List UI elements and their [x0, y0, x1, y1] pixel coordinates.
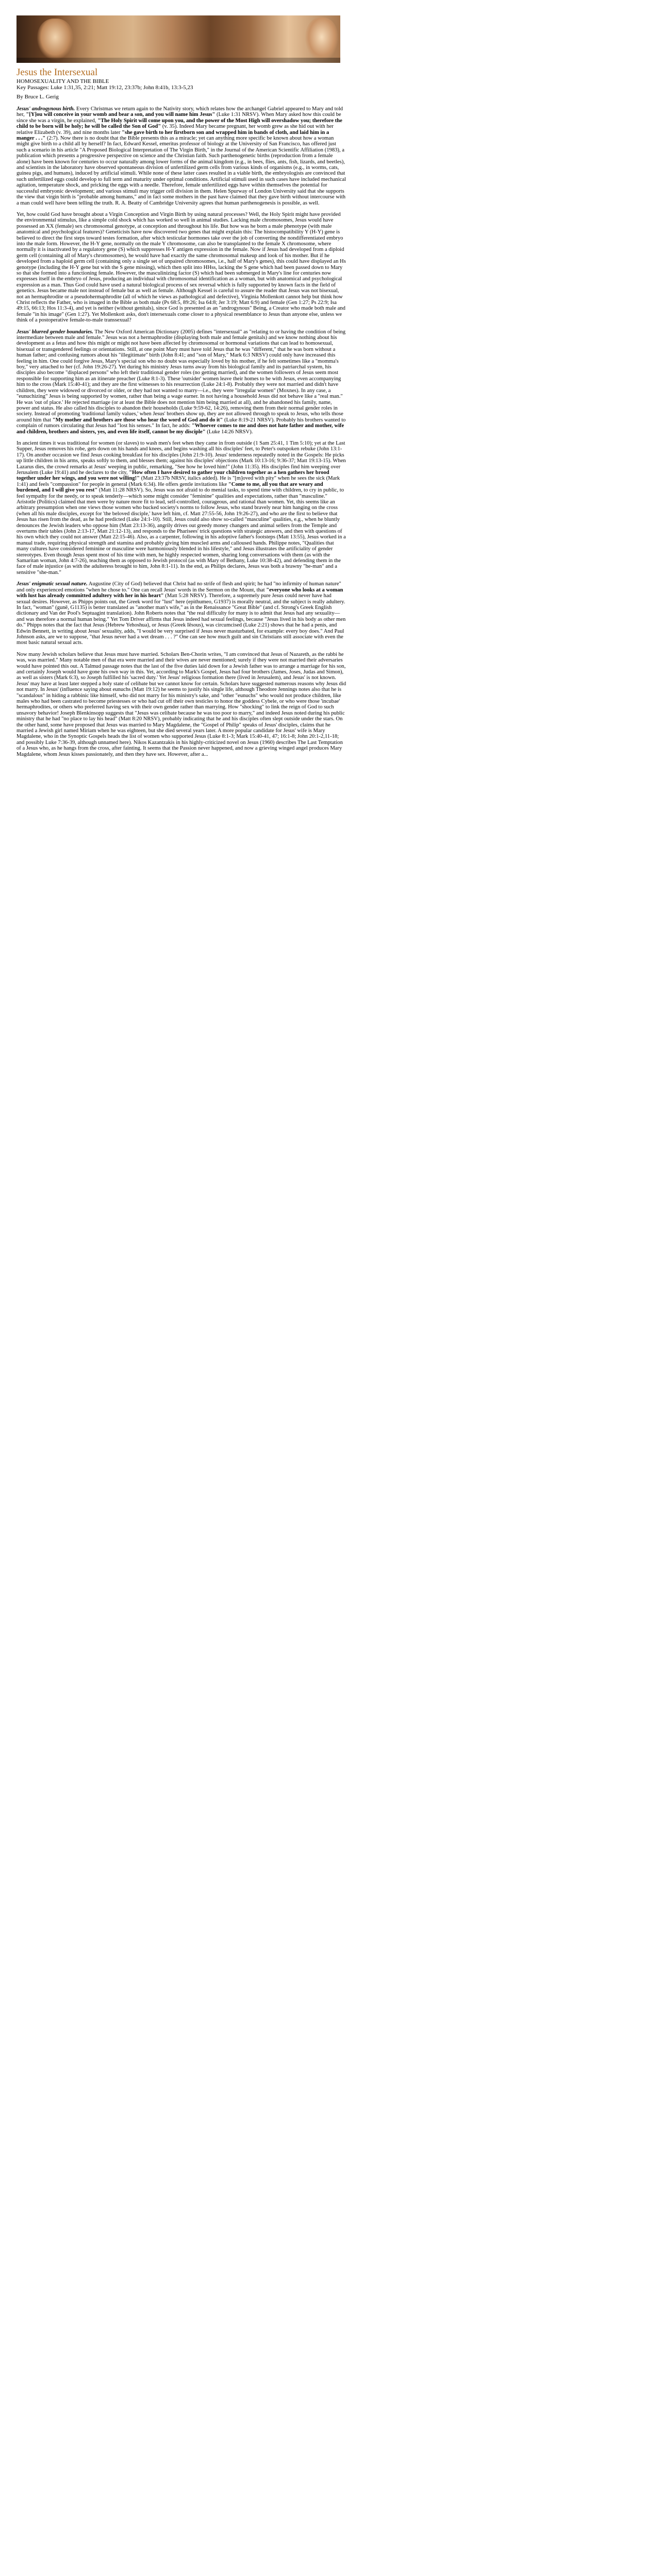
quote: "everyone who looks at a woman with lust has already committed adultery with her in his heart" [16, 587, 343, 599]
face-image-left [37, 19, 73, 60]
text: (Matt 23:37b NRSV, italics added). He is "[m]oved with pity" when he sees the sick (Mark 1:41) and feels "compassion" for people in general (Mark 6:34). He offers gentle invitations like [16, 476, 340, 487]
paragraph-genetics: Yet, how could God have brought about a Virgin Conception and Virgin Birth by using natural processes? Well, the Holy Spirit might have provided the environmental stimulus, like a simple cold shock which has worked so well in animal studies. Lacking male chromosomes, Jesus would have possessed an XX (female) sex chromosomal genotype, at conception and throughout his life. But how was he born a male phenotype (with male anatomical and psychological features)? Geneticists have now discovered two genes that might explain this: The histocompatibility Y (H-Y) gene is believed to direct the first steps toward testes formation, after which testicular hormones take over the job of converting the nondifferentiated embryo into the male form. However, the H-Y gene, normally on the male Y chromosome, can also be transplanted to the female X chromosome, where normally it is inactivated by a regulatory gene (S) which suppresses H-Y antigen expression in the female. Now if Jesus had developed from a diploid germ cell (containing all of Mary's chromosomes), he would have had exactly the same chromosomal makeup and look of his mother. But if he developed from a haploid germ cell (containing only a single set of unpaired chromosomes, i.e., half of Mary's genes), this could have displayed an Hs genotype (including the H-Y gene but with the S gene missing), which then split into HHss, lacking the S gene which had been passed down to Mary so that she formed into a functioning female. However, the masculinizing factor (S) which had been submerged in Mary's line for centuries now expresses itself in the embryo of Jesus, producing an individual with chromosomal identification as a woman, but with anatomical and psychological expression as a man. Thus God could have used a natural biological process of sex reversal which is fully supported by known facts in the field of genetics. Jesus became male not instead of female but as well as female. Although Kessel is careful to assure the reader that Jesus was not bisexual, not an hermaphrodite or a pseudohermaphrodite (all of which he views as pathological and defective), Virginia Mollenkott cannot help but think how Christ reflects the Father, who is imaged in the Bible as both male (Ps 68:5, 89:26; Isa 64:8; Jer 3:19; Matt 6:9) and female (Gen 1:27; Ps 22:9; Isa 49:15, 66:13; Hos 11:3-4), and yet is neither (without genitals), since God is presented as an "androgynous" Being, a Creator who made both male and female "in his image" (Gen 1:27). Yet Mollenkott asks, don't intersexuals come closer to a physical resemblance to Jesus than anyone else, unless we think of a postoperative female-to-male transsexual? [16, 211, 346, 324]
section-heading-androgynous: Jesus' androgynous birth. [16, 106, 75, 112]
section-heading-gender: Jesus' blurred gender boundaries. [16, 329, 93, 335]
text: (v. 35). Indeed Mary became pregnant, her womb grew as she hid out with her relative Elizabeth (v. 39), and nine months later [16, 124, 334, 135]
article-subtitle: HOMOSEXUALITY AND THE BIBLE [16, 78, 109, 84]
page-title: Jesus the Intersexual [16, 67, 98, 78]
paragraph-sexual-nature [16, 581, 346, 646]
banner-shade [16, 58, 340, 63]
text: (2:7). Now there is no doubt that the Bible presents this as a miracle; yet can anything more specific be known about how a woman might give birth to a child all by herself? In fact, Edward Kessel, emeritus professor of biology at the University of San Francisco, has offered just such a scenario in his article "A Proposed Biological Interpretation of The Virgin Birth," in the Journal of the American Scientific Affiliation (1983), a publication which presents a progressive perspective on science and the Christian faith. Such parthenogenetic births (reproduction from a female alone) have been known for centuries to occur naturally among lower forms of the animal kingdom (e.g., in bees, flies, ants, fish, lizards, and beetles), and scientists in the laboratory have observed spontaneous division of unfertilized germ cells from various kinds of organisms (e.g., in worms, cats, guinea pigs, and humans), induced by artificial stimuli. While none of these latter cases resulted in a viable birth, the embryologists are convinced that such unfertilized eggs could develop to full term and maturity under optimal conditions. Artificial stimuli used in such cases have included mechanical agitation, temperature shock, and pricking the eggs with a needle. Therefore, female unfertilized eggs have within themselves the potential for successful embryonic development; and various stimuli may trigger cell division in them. Helen Spurway of London University said that she supports the view that virgin birth is "probable among humans," and in fact some mothers in the past have claimed that they gave birth without intercourse with a man could well have been telling the truth. R. A. Beatty of Cambridge University agrees that human parthenogenesis is possible, as well. [16, 135, 346, 206]
paragraph-feet-washing [16, 440, 346, 575]
quote: "My mother and brothers are those who hear the word of God and do it" [52, 417, 223, 423]
paragraph-marriage: Now many Jewish scholars believe that Jesus must have married. Scholars Ben-Chorin writes, "I am convinced that Jesus of Nazareth, as the rabbi he was, was married." Many notable men of that era were married and their wives are never mentioned; surely if they were not married their adversaries would have pointed this out. A Talmud passage notes that the last of the five duties laid down for a Jewish father was to arrange a marriage for his son, and certainly Joseph would have gone his own way in this. Yet, according to Mark's Gospel, Jesus had four brothers (James, Joses, Judas and Simon), as well as sisters (Mark 6:3), so Joseph fulfilled his 'sacred duty.' Yet Jesus' religious formation there (lived in Jerusalem), and Jesus' is not known. Jesus' may have at least later stepped a holy state of celibate but we cannot know for certain. Scholars have suggested numerous reasons why Jesus did not marry. In Jesus' (influence saying about eunuchs (Matt 19:12) he seems to justify his single life, although Theodore Jennings notes also that he is "scandalous" in hiding a rabbinic like himself, who did not marry for his ministry's sake, and "other "eunuchs" who would not produce children, like males who had been castrated to become priestesses or who had cut off their own testicles to honor the goddess Cybele, or who were those 'incubae' hermaphrodites, or others who preferred having sex with their own gender rather than marrying. How "shocking" to link the reign of God to such unsavory behavior! Joseph Blenkinsopp suggests that "Jesus was celibate because he was too poor to marry," and indeed Jesus noted during his public ministry that he had "no place to lay his head" (Matt 8:20 NRSV), probably indicating that he and his disciples often slept outside under the stars. On the other hand, some have proposed that Jesus was married to Mary Magdalene, the "Gospel of Philip" speaks of Jesus' disciples, claims that he married a Jewish girl named Miriam when he was eighteen, but she died several years later. A more popular candidate for Jesus' wife is Mary Magdalene, who in the Synoptic Gospels heads the list of women who supported Jesus (Luke 8:1-3; Mark 15:40-41, 47; 16:1-8; John 20:1-2,11-18; and possibly Luke 7:36-39, although unnamed here). Nikos Kazantzakis in his highly-criticized novel on Jesus (1960) describes The Last Temptation of a Jesus who, as he hangs from the cross, after fainting. It seems that the Passion never happened, and now a grieving winged angel produces Mary Magdalene, whom Jesus kisses passionately, and then they have sex. However, after a... [16, 651, 346, 757]
article-body [16, 106, 346, 757]
key-passages: Key Passages: Luke 1:31,35, 2:21; Matt 19:12, 23:37b; John 8:41b, 13:3-5,23 [16, 84, 193, 91]
quote: "she gave birth to her firstborn son and wrapped him in bands of cloth, and laid him in a manger . . ." [16, 129, 329, 142]
quote: "The Holy Spirit will come upon you, and the power of the Most High will overshadow you; therefore the child to be born will be holy; he will be called the Son of God" [16, 117, 342, 130]
text: Every Christmas we return again to the Nativity story, which relates how the archangel Gabriel appeared to Mary and told her, [16, 106, 343, 118]
quote: "How often I have desired to gather your children together as a hen gathers her brood together under her wings, and you were not willing!" [16, 469, 329, 482]
text: (Matt 11:28 NRSV). So, Jesus was not afraid to do menial tasks, to spend time with children, to cry in public, to feel sympathy for the needy, or to speak tenderly—which some might consider "feminine" qualities and expectations, rather than "masculine." Aristotle (Politics) claimed that men were by nature more fit to lead, self-controlled, courageous, and rational than women. Yet, this seems like an arbitrary presumption when one views those women who bucked society's norms to follow Jesus, who stand bravely near him hanging on the cross (when all his male disciples, except for 'the beloved disciple,' have left him, cf. Matt 27:55-56, John 19:26-27), and who are the first to believe that Jesus has risen from the dead, as he had predicted (Luke 24:1-10). Still, Jesus could also show so-called "masculine" qualities, e.g., when he bluntly denounces the Jewish leaders who oppose him (Matt 23:13-36), angrily drives out greedy money changers and animal sellers from the Temple and overturns their tables (John 2:13-17, Matt 21:12-13), and responds to the Pharisees' trick questions with strategic answers, and then with questions of his own which they could not answer (Matt 22:15-46). Also, as a carpenter, following in his adoptive father's footsteps (Matt 13:55), Jesus worked in a manual trade, requiring physical strength and stamina and probably giving him muscled arms and calloused hands. Philippe notes, "Qualities that many cultures have considered feminine or masculine were harmoniously blended in his lifestyle," and Jesus illustrates the artificiality of gender stereotypes. Even though Jesus spent most of his time with men, he highly respected women, sharing long conversations with them (as with the Samaritan woman, John 4:7-26), teaching them as opposed to Jewish protocol (as with Mary of Bethany, Luke 10:38-42), and defending them in the face of male injustice (as with the adulteress brought to him, John 8:1-11). In the end, as Philips declares, Jesus was both a brawny "he-man" and a sensitive "she-man." [16, 487, 346, 575]
text: (Luke 14:26 NRSV). [205, 429, 253, 435]
paragraph-androgynous-birth [16, 106, 346, 206]
header-banner-image [16, 15, 340, 63]
text: In ancient times it was traditional for women (or slaves) to wash men's feet when they came in from outside (1 Sam 25:41, 1 Tim 5:10); yet at the Last Supper, Jesus removes his robe, gets down on his hands and knees, and begins washing all his disciples' feet, to Peter's outspoken rebuke (John 13:1-17). On another occasion we find Jesus cooking breakfast for his disciples (John 21:9-10). Jesus' tenderness repeatedly noted in the Gospels: He picks up little children in his arms, speaks softly to them, and blesses them; against his disciples' objections (Mark 10:13-16; 9:36-37; Matt 19:13-15). When Lazarus dies, the crowd remarks at Jesus' weeping in public, remarking, "See how he loved him!" (John 11:35). His disciples find him weeping over Jerusalem (Luke 19:41) and he declares to the city, [16, 440, 346, 476]
text: The New Oxford American Dictionary (2005) defines "intersexual" as "relating to or having the condition of being intermediate between male and female." Jesus was not a hermaphrodite (displaying both male and female genitals) and we know nothing about his development as a fetus and how this might or might not have been affected by chromosomal or hormonal variations that can lead to homosexual, bisexual or transgendered feelings or orientations. Still, at one point Mary must have told Jesus that he was "different," that he was born without a human father; and confusing rumors about his "illegitimate" birth (John 8:41; and "son of Mary," Mark 6:3 NRSV) could only have increased this feeling in him. One could forgive Jesus, Mary's special son who no doubt was especially loved by his mother, if he felt sometimes like a "momma's boy," very attached to her (cf. John 19:26-27). Yet during his ministry Jesus turns away from his biological family and its patriarchal system, his disciples also become "displaced persons" who left their traditional gender roles (no getting married), and the women followers of Jesus seem most responsible for supporting him as an itinerate preacher (Luke 8:1-3). These 'outsider' women leave their homes to be with Jesus, even accompanying him to the cross (Mark 15:40-41); and they are the first witnesses to his resurrection (Luke 24:1-8). Probably they were not married and didn't have children, they were widowed or divorced or older, or they had not wanted to marry—i.e., they were "irregular women" (Moxnes). In any case, a "eunuchizing" Jesus is being supported by women, rather than being a wage earner. In not having a household Jesus did not behave like a "real man." He was 'out of place.' He rejected marriage (or at least the Bible does not mention him being married at all), and he abandoned his family, name, power and status. He also called his disciples to abandon their households (Luke 9:59-62, 14:26), removing them from their normal gender roles in society. Instead of promoting 'traditional family values,' when Jesus' brothers show up, they are not allowed through to speak to Jesus, who tells those around him that [16, 329, 346, 423]
text: Augustine (City of God) believed that Christ had no strife of flesh and spirit; he had "no infirmity of human nature" and only experienced emotions "when he chose to." One can recall Jesus' words in the Sermon on the Mount, that [16, 581, 341, 593]
article-author: By Bruce L. Gerig [16, 94, 59, 100]
article-meta [16, 78, 346, 100]
text: (Luke 8:19-21 NRSV). Probably his brothers wanted to complain of rumors circulating that Jesus had "lost his senses." In fact, he adds: [16, 417, 346, 429]
quote: "[Y]ou will conceive in your womb and bear a son, and you will name him Jesus" [26, 112, 216, 118]
text: (Matt 5:28 NRSV). Therefore, a supremely pure Jesus could never have had sexual desires. However, as Phipps points out, the Greek word for "lust" here (epithumeo, G1937) is morally neutral, and the subject is really adultery. In fact, "woman" (gunē, G1135) is better translated as "another man's wife," as in the Renaissance "Great Bible" (and cf. Strong's Greek English dictionary and Van der Pool's Septuagint translation). John Roberts notes that "the real difficulty for many is to admit that Jesus had any sexuality—and was therefore a normal human being." Yet Tom Driver affirms that Jesus indeed had sexual feelings, because "Jesus lived in his body as other men do." Phipps notes that the fact that Jesus (Hebrew Yehoshua), or Jesus (Greek Iēsous), was circumcised (Luke 2:21) shows that he had a penis, and Edwin Bennett, in writing about Jesus' sexuality, adds, "I would be very surprised if Jesus never masturbated, for example: every boy does." And Paul Johnson asks, are we to suppose, "that Jesus never had a wet dream . . . ?" One can see how much guilt and sin Christians still associate with even the most basic natural sexual acts. [16, 593, 346, 646]
quote: "Whoever comes to me and does not hate father and mother, wife and children, brothers and sisters, yes, and even life itself, cannot be my disciple" [16, 423, 344, 435]
face-image-right [305, 18, 338, 61]
text: (Luke 1:31 NRSV). When Mary asked how this could be since she was a virgin, he explained, [16, 112, 341, 124]
page [0, 0, 662, 778]
section-heading-sexual: Jesus' enigmatic sexual nature. [16, 581, 88, 587]
quote: "Come to me, all you that are weary and burdened, and I will give you rest" [16, 481, 323, 494]
paragraph-gender-boundaries [16, 329, 346, 435]
